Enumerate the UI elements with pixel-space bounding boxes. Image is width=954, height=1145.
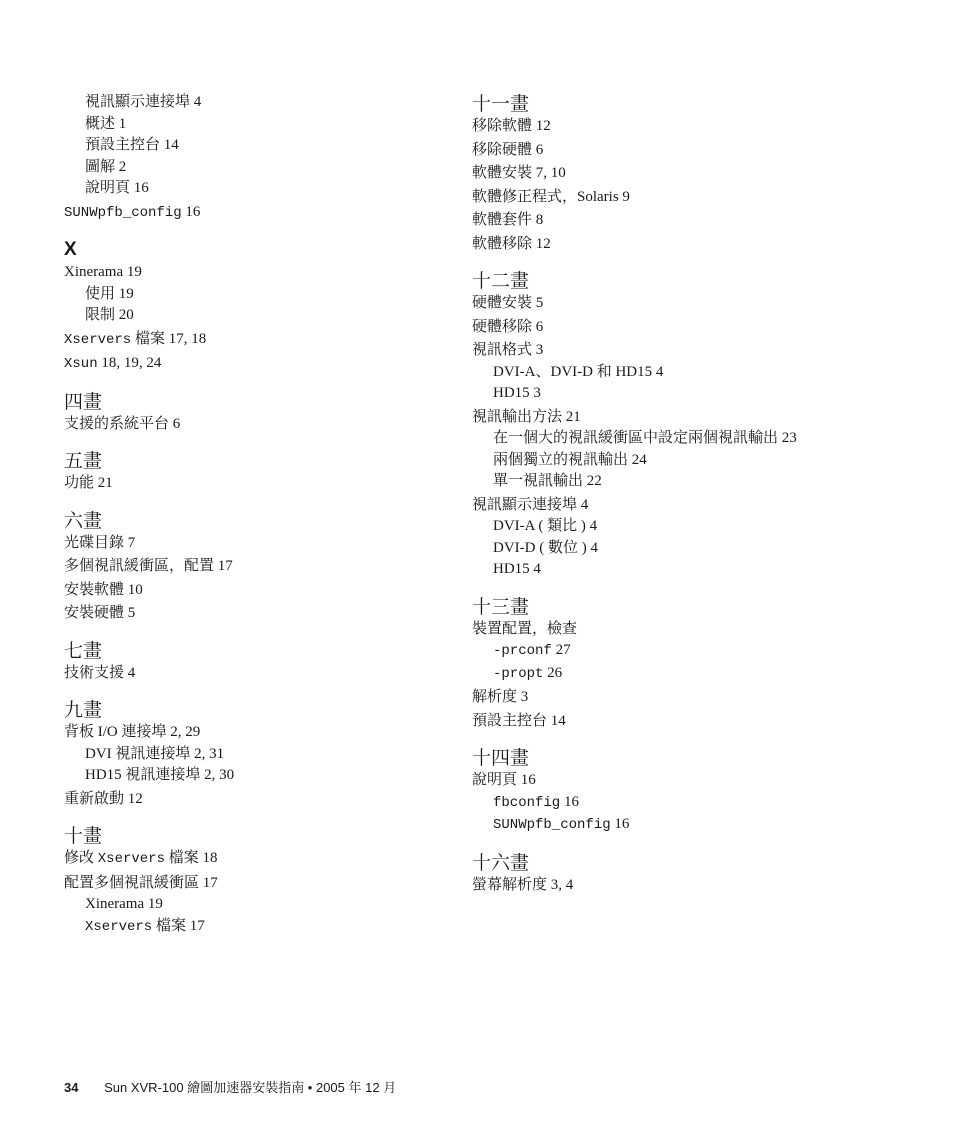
index-term-text: 檔案 17, 18 [131, 330, 207, 347]
index-term-text: 軟體修正程式，Solaris 9 [472, 188, 630, 205]
index-heading: 十二畫 [472, 270, 530, 292]
index-term-text: 硬體安裝 5 [472, 295, 544, 311]
index-term-text: 16 [181, 203, 201, 220]
index-term-code: Xservers [64, 331, 132, 348]
index-term-text: 26 [543, 664, 563, 681]
index-subentry [64, 305, 464, 327]
index-term-text: 多個視訊緩衝區，配置 17 [64, 558, 233, 574]
index-term-code: -propt [493, 665, 544, 682]
index-column-left [64, 92, 464, 938]
index-column-right [472, 92, 872, 896]
index-term-text: DVI-A ( 類比 ) 4 [493, 518, 598, 534]
index-subentry [472, 471, 872, 493]
index-subentry [472, 516, 872, 538]
index-subentry [64, 114, 464, 136]
index-term-text: 單一視訊輸出 22 [493, 473, 602, 489]
index-entry [472, 711, 872, 733]
index-term-code: Xservers [97, 851, 165, 867]
index-term-text: 技術支援 4 [64, 664, 136, 681]
index-section [64, 639, 464, 685]
index-term-text: HD15 視訊連接埠 2, 30 [85, 767, 235, 783]
index-term-text: 檔案 18 [164, 850, 218, 866]
index-entry [472, 340, 872, 362]
index-term-text: 18, 19, 24 [97, 355, 162, 371]
index-entry [64, 848, 464, 871]
index-entry [472, 116, 872, 138]
index-term-text: HD15 4 [493, 561, 541, 577]
index-subentry [472, 559, 872, 581]
index-entry [472, 407, 872, 429]
footer-title: Sun XVR-100 繪圖加速器安裝指南 • 2005 年 12 月 [104, 1080, 397, 1095]
index-entry [472, 875, 872, 897]
index-subentry [472, 450, 872, 472]
index-term-text: 使用 19 [85, 285, 134, 302]
index-subentry [472, 640, 872, 663]
index-entry [472, 317, 872, 339]
index-term-text: 移除硬體 6 [472, 141, 544, 158]
index-term-text: 視訊格式 3 [472, 342, 544, 358]
index-term-text: 軟體套件 8 [472, 212, 544, 228]
page-footer [64, 1077, 396, 1096]
index-entry [472, 495, 872, 517]
index-term-text: 視訊顯示連接埠 4 [472, 496, 589, 513]
index-term-text: 概述 1 [85, 115, 127, 132]
index-entry [472, 619, 872, 641]
index-entry [64, 663, 464, 685]
index-term-text: 配置多個視訊緩衝區 17 [64, 874, 218, 891]
index-term-text: 檔案 17 [152, 917, 205, 934]
index-entry [64, 329, 464, 352]
index-heading: 十四畫 [472, 747, 530, 769]
index-term-text: 重新啟動 12 [64, 790, 143, 807]
index-term-code: fbconfig [493, 794, 561, 811]
index-entry [64, 533, 464, 555]
index-term-text: 光碟目錄 7 [64, 534, 136, 551]
index-entry [64, 262, 464, 284]
index-term-text: 修改 [64, 850, 98, 866]
index-entry [472, 163, 872, 185]
index-heading: 十畫 [64, 825, 103, 847]
index-entry [64, 353, 464, 376]
index-subentry [64, 135, 464, 157]
index-heading: 九畫 [64, 699, 103, 721]
index-heading: 十六畫 [472, 851, 530, 874]
index-term-text: Xinerama 19 [64, 264, 142, 280]
index-term-text: 視訊顯示連接埠 4 [85, 94, 202, 110]
index-entry [472, 293, 872, 315]
index-term-text: 裝置配置，檢查 [472, 620, 578, 637]
index-section [472, 851, 872, 897]
index-term-text: Xinerama 19 [85, 896, 163, 912]
index-section [64, 824, 464, 938]
index-term-text: 支援的系統平台 6 [64, 415, 181, 432]
index-subentry [472, 428, 872, 450]
index-entry [472, 140, 872, 162]
index-term-text: 預設主控台 14 [85, 137, 179, 153]
index-section [472, 746, 872, 837]
index-term-code: -prconf [493, 643, 552, 659]
index-term-text: DVI-A、DVI-D 和 HD15 4 [493, 363, 664, 380]
index-entry [472, 687, 872, 709]
index-entry [64, 202, 464, 225]
index-term-text: 背板 I/O 連接埠 2, 29 [64, 724, 201, 740]
index-subentry [64, 284, 464, 306]
index-entry [64, 414, 464, 436]
index-entry [64, 789, 464, 811]
index-term-text: 說明頁 16 [85, 180, 149, 196]
index-section [472, 595, 872, 733]
index-subentry [64, 894, 464, 916]
index-heading: 十三畫 [472, 595, 530, 618]
index-section [64, 698, 464, 810]
index-term-text: 27 [551, 642, 571, 658]
index-term-text: 解析度 3 [472, 689, 529, 705]
index-entry [472, 187, 872, 209]
index-section [472, 269, 872, 581]
index-entry [64, 873, 464, 895]
index-subentry [472, 383, 872, 405]
index-entry [64, 556, 464, 578]
index-subentry [472, 663, 872, 686]
index-term-text: 預設主控台 14 [472, 712, 566, 729]
index-term-text: 軟體移除 12 [472, 235, 551, 252]
index-term-text: 16 [560, 793, 579, 810]
index-subentry [64, 178, 464, 200]
index-section [64, 509, 464, 625]
index-term-text: DVI 視訊連接埠 2, 31 [85, 745, 225, 762]
index-term-text: 移除軟體 12 [472, 118, 551, 134]
index-term-text: 硬體移除 6 [472, 318, 544, 335]
index-entry [64, 722, 464, 744]
index-subentry [64, 744, 464, 766]
index-subentry [472, 814, 872, 837]
index-term-text: 兩個獨立的視訊輸出 24 [493, 451, 647, 468]
index-term-text: 圖解 2 [85, 158, 127, 175]
index-subentry [472, 362, 872, 384]
index-term-text: 在一個大的視訊緩衝區中設定兩個視訊輸出 23 [493, 430, 797, 446]
index-term-code: SUNWpfb_config [64, 204, 182, 221]
index-subentry [64, 765, 464, 787]
index-term-text: 說明頁 16 [472, 772, 536, 788]
page-number: 34 [64, 1080, 79, 1095]
index-term-text: DVI-D ( 數位 ) 4 [493, 539, 598, 556]
index-term-text: 功能 21 [64, 475, 113, 491]
index-subentry [472, 792, 872, 815]
index-entry [472, 210, 872, 232]
index-subentry [472, 538, 872, 560]
index-subentry [64, 916, 464, 939]
index-heading: 五畫 [64, 450, 103, 472]
index-term-text: 安裝硬體 5 [64, 605, 136, 621]
index-subentry [64, 157, 464, 179]
index-subentry [64, 92, 464, 114]
index-entry [64, 473, 464, 495]
index-heading: 七畫 [64, 639, 103, 662]
index-term-text: 安裝軟體 10 [64, 581, 143, 598]
index-term-code: SUNWpfb_config [493, 817, 611, 833]
index-section [64, 449, 464, 495]
index-entry [64, 580, 464, 602]
index-section [472, 92, 872, 255]
index-term-code: Xservers [85, 918, 153, 935]
index-entry [64, 603, 464, 625]
index-heading: 六畫 [64, 509, 103, 532]
index-entry [472, 234, 872, 256]
index-term-text: 螢幕解析度 3, 4 [472, 876, 574, 893]
index-section [64, 238, 464, 376]
index-heading: 四畫 [64, 390, 103, 413]
index-term-text: 限制 20 [85, 307, 134, 323]
index-term-text: 視訊輸出方法 21 [472, 408, 581, 425]
index-term-code: Xsun [64, 356, 98, 372]
index-section [64, 390, 464, 436]
index-entry [472, 770, 872, 792]
index-term-text: HD15 3 [493, 385, 541, 401]
index-heading: X [64, 239, 77, 260]
index-term-text: 軟體安裝 7, 10 [472, 165, 566, 181]
index-section [64, 92, 464, 224]
index-heading: 十一畫 [472, 93, 530, 115]
index-term-text: 16 [610, 816, 630, 832]
